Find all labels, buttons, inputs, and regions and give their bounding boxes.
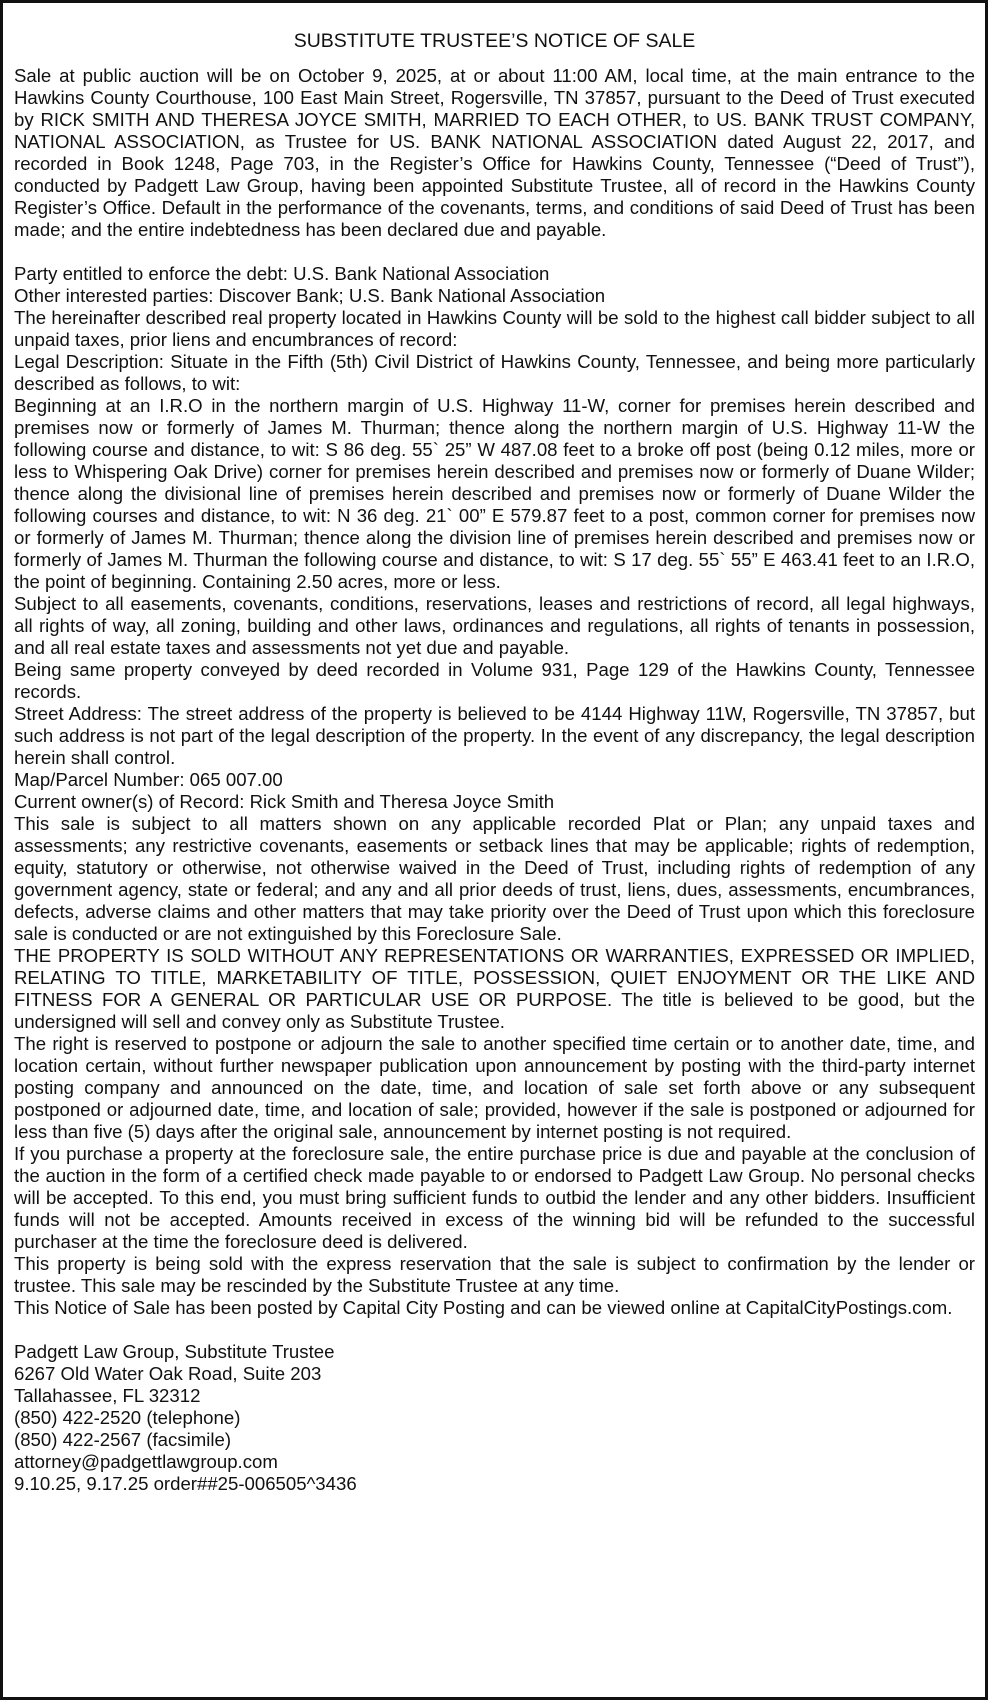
paragraph-gap bbox=[14, 241, 975, 263]
subject-to-easements: Subject to all easements, covenants, conditions, reservations, leases and restrictions of record, all legal highways, all rights of way, all zoning, building and other laws, ordinances and regulations, all rights of tenants in possession, and all real estate taxes and assessments not yet due and payable. bbox=[14, 593, 975, 658]
facsimile: (850) 422-2567 (facsimile) bbox=[14, 1429, 232, 1450]
sale-subject-to: This sale is subject to all matters shown on any applicable recorded Plat or Plan; any unpaid taxes and assessments; any restrictive covenants, easements or setback lines that may be applicable; rights of redemption, equity, statutory or otherwise, not otherwise waived in the Deed of Trust, including rights of redemption of any government agency, state or federal; and any and all prior deeds of trust, liens, dues, assessments, encumbrances, defects, adverse claims and other matters that may take priority over the Deed of Trust upon which this foreclosure sale is conducted or are not extinguished by this Foreclosure Sale. bbox=[14, 813, 975, 944]
notice-title: SUBSTITUTE TRUSTEE’S NOTICE OF SALE bbox=[293, 30, 696, 52]
address-line-1: 6267 Old Water Oak Road, Suite 203 bbox=[14, 1363, 322, 1384]
current-owners: Current owner(s) of Record: Rick Smith and Theresa Joyce Smith bbox=[14, 791, 555, 812]
intro-paragraph: Sale at public auction will be on October 9, 2025, at or about 11:00 AM, local time, at the main entrance to the Hawkins County Courthouse, 100 East Main Street, Rogersville, TN 37857, pursuant to the Deed of Trust executed by RICK SMITH AND THERESA JOYCE SMITH, MARRIED TO EACH OTHER, to US. BANK TRUST COMPANY, NATIONAL ASSOCIATION, as Trustee for US. BANK NATIONAL ASSOCIATION dated August 22, 2017, and recorded in Book 1248, Page 703, in the Register’s Office for Hawkins County, Tennessee (“Deed of Trust”), conducted by Padgett Law Group, having been appointed Substitute Trustee, all of record in the Hawkins County Register’s Office. Default in the performance of the covenants, terms, and conditions of said Deed of Trust has been made; and the entire indebtedness has been declared due and payable. bbox=[14, 65, 975, 240]
as-is-disclaimer: THE PROPERTY IS SOLD WITHOUT ANY REPRESENTATIONS OR WARRANTIES, EXPRESSED OR IMPLIED, RELATING TO TITLE, MARKETABILITY OF TITLE, POSSESSION, QUIET ENJOYMENT OR THE LIKE AND FITNESS FOR A GENERAL OR PARTICULAR USE OR PURPOSE. The title is believed to be good, but the undersigned will sell and convey only as Substitute Trustee. bbox=[14, 945, 975, 1032]
telephone: (850) 422-2520 (telephone) bbox=[14, 1407, 241, 1428]
parcel-number: Map/Parcel Number: 065 007.00 bbox=[14, 769, 283, 790]
property-intro: The hereinafter described real property located in Hawkins County will be sold to the highest call bidder subject to all unpaid taxes, prior liens and encumbrances of record: bbox=[14, 307, 975, 350]
legal-description: Legal Description: Situate in the Fifth (5th) Civil District of Hawkins County, Tennessee, and being more particularly described as follows, to wit: bbox=[14, 351, 975, 394]
being-same-property: Being same property conveyed by deed recorded in Volume 931, Page 129 of the Hawkins County, Tennessee records. bbox=[14, 659, 975, 702]
signature-gap bbox=[14, 1319, 975, 1341]
confirmation-reservation: This property is being sold with the express reservation that the sale is subject to confirmation by the lender or trustee. This sale may be rescinded by the Substitute Trustee at any time. bbox=[14, 1253, 975, 1296]
street-address: Street Address: The street address of the property is believed to be 4144 Highway 11W, Rogersville, TN 37857, but such address is not part of the legal description of the property. In the event of any discrepancy, the legal description herein shall control. bbox=[14, 703, 975, 768]
party-entitled: Party entitled to enforce the debt: U.S. Bank National Association bbox=[14, 263, 550, 284]
other-interested-parties: Other interested parties: Discover Bank; U.S. Bank National Association bbox=[14, 285, 606, 306]
posting-notice: This Notice of Sale has been posted by Capital City Posting and can be viewed online at CapitalCityPostings.com. bbox=[14, 1297, 953, 1318]
order-line: 9.10.25, 9.17.25 order##25-006505^3436 bbox=[14, 1473, 357, 1494]
trustee-firm: Padgett Law Group, Substitute Trustee bbox=[14, 1341, 335, 1362]
email: attorney@padgettlawgroup.com bbox=[14, 1451, 278, 1472]
purchase-terms: If you purchase a property at the foreclosure sale, the entire purchase price is due and payable at the conclusion of the auction in the form of a certified check made payable to or endorsed to Padgett Law Group. No personal checks will be accepted. To this end, you must bring sufficient funds to outbid the lender and any other bidders. Insufficient funds will not be accepted. Amounts received in excess of the winning bid will be refunded to the successful purchaser at the time the foreclosure deed is delivered. bbox=[14, 1143, 975, 1252]
address-line-2: Tallahassee, FL 32312 bbox=[14, 1385, 201, 1406]
metes-and-bounds: Beginning at an I.R.O in the northern margin of U.S. Highway 11-W, corner for premises herein described and premises now or formerly of James M. Thurman; thence along the northern margin of U.S. Highway 11-W the following course and distance, to wit: S 86 deg. 55` 25” W 487.08 feet to a broke off post (being 0.12 miles, more or less to Whispering Oak Drive) corner for premises herein described and premises now or formerly of Duane Wilder; thence along the divisional line of premises herein described and premises now or formerly of Duane Wilder the following courses and distance, to wit: N 36 deg. 21` 00” E 579.87 feet to a post, common corner for premises now or formerly of James M. Thurman; thence along the division line of premises herein described and premises now or formerly of James M. Thurman the following course and distance, to wit: S 17 deg. 55` 55” E 463.41 feet to an I.R.O, the point of beginning. Containing 2.50 acres, more or less. bbox=[14, 395, 975, 592]
postponement-clause: The right is reserved to postpone or adjourn the sale to another specified time certain or to another date, time, and location certain, without further newspaper publication upon announcement by posting with the third-party internet posting company and announced on the date, time, and location of sale set forth above or any subsequent postponed or adjourned date, time, and location of sale; provided, however if the sale is postponed or adjourned for less than five (5) days after the original sale, announcement by internet posting is not required. bbox=[14, 1033, 975, 1142]
signature-block bbox=[14, 1341, 975, 1495]
